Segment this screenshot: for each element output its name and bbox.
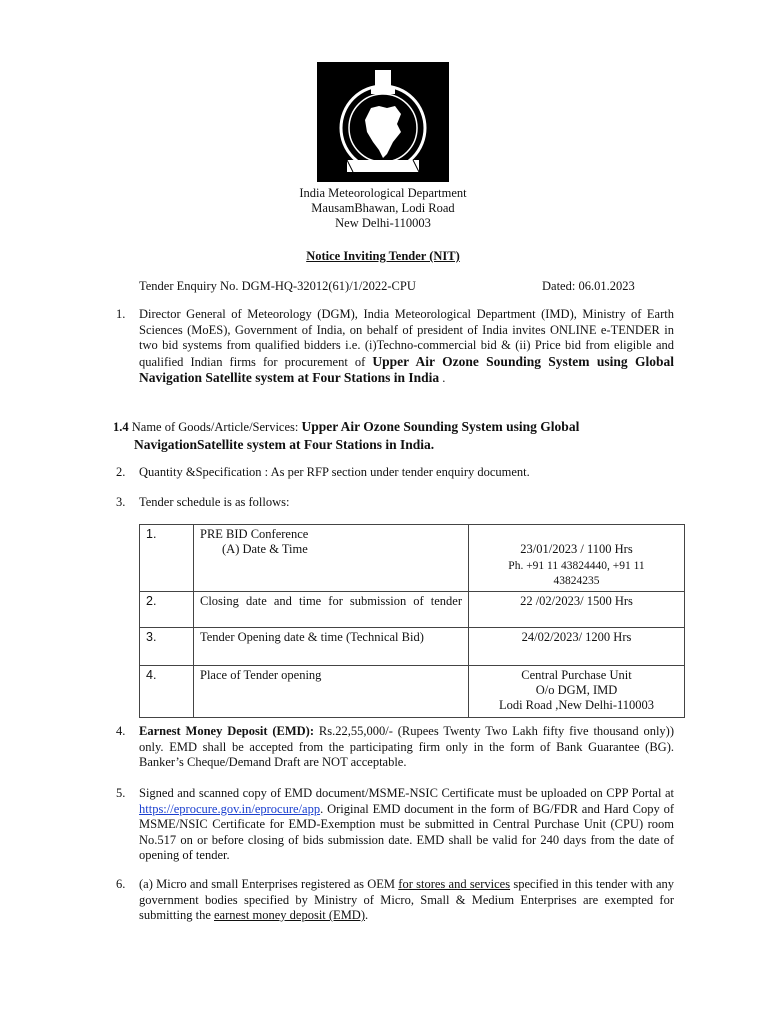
table-cell-value: 23/01/2023 / 1100 Hrs Ph. +91 11 43824440, +91 11 43824235 — [469, 525, 685, 592]
tender-enquiry-number: Tender Enquiry No. DGM-HQ-32012(61)/1/2022-CPU — [139, 279, 416, 293]
table-row — [140, 666, 685, 718]
page-title: Notice Inviting Tender (NIT) — [306, 249, 460, 263]
table-row — [140, 592, 685, 628]
item-1-text: Director General of Meteorology (DGM), India Meteorological Department (IMD), Ministry of Earth Sciences (MoES), Government of India, on behalf of president of India invites ONLINE e-TENDER in two bid systems from qualified bidders i.e. (i)Techno-commercial bid & (ii) Price bid from eligible and qualified Indian firms for procurement of Upper Air Ozone Sounding System using Global Navigation Satellite system at Four Stations in India . — [139, 307, 674, 385]
table-cell-label: Closing date and time for submission of tender — [194, 592, 469, 628]
imd-logo — [317, 62, 449, 182]
address-line-2: New Delhi-110003 — [335, 216, 431, 230]
imd-emblem-icon — [317, 62, 449, 182]
table-cell-no: 3. — [140, 628, 194, 666]
table-cell-label: Place of Tender opening — [194, 666, 469, 718]
tender-date: Dated: 06.01.2023 — [542, 279, 635, 293]
item-2-text: Quantity &Specification : As per RFP section under tender enquiry document. — [139, 465, 530, 479]
table-cell-value: 22 /02/2023/ 1500 Hrs — [469, 592, 685, 628]
emd-heading: Earnest Money Deposit (EMD): — [139, 724, 315, 738]
item-1-4: 1.4 Name of Goods/Article/Services: Upper Air Ozone Sounding System using Global NavigationSatellite system at Four Stations in India. — [113, 419, 580, 452]
table-cell-no: 2. — [140, 592, 194, 628]
item-number: 6. — [116, 877, 126, 891]
table-cell-no: 1. — [140, 525, 194, 592]
table-cell-label: Tender Opening date & time (Technical Bid) — [194, 628, 469, 666]
item-3-text: Tender schedule is as follows: — [139, 495, 290, 509]
item-number: 2. — [116, 465, 126, 479]
org-name: India Meteorological Department — [299, 186, 467, 200]
item-number: 3. — [116, 495, 126, 509]
table-cell-value: 24/02/2023/ 1200 Hrs — [469, 628, 685, 666]
item-5-text: Signed and scanned copy of EMD document/MSME-NSIC Certificate must be uploaded on CPP Portal at https://eprocure.gov.in/eprocure/app. Original EMD document in the form of BG/FDR and Hard Copy of MSME/NSIC Certificate for EMD-Exemption must be submitted in Central Purchase Unit (CPU) room No.517 on or before closing of bids submission date. EMD shall be valid for 240 days from the date of opening of tender. — [139, 786, 674, 862]
item-number: 4. — [116, 724, 126, 738]
item-number: 5. — [116, 786, 126, 800]
table-row — [140, 525, 685, 592]
table-row — [140, 628, 685, 666]
table-cell-no: 4. — [140, 666, 194, 718]
item-6-text: (a) Micro and small Enterprises registered as OEM for stores and services specified in this tender with any government bodies specified by Ministry of Micro, Small & Medium Enterprises are exempted for submitting the earnest money deposit (EMD). — [139, 877, 675, 922]
cpp-portal-link[interactable]: https://eprocure.gov.in/eprocure/app — [139, 801, 321, 816]
table-cell-value: Central Purchase Unit O/o DGM, IMD Lodi Road ,New Delhi-110003 — [469, 666, 685, 718]
item-4-text: Earnest Money Deposit (EMD): Rs.22,55,000/- (Rupees Twenty Two Lakh fifty five thousand only)) only. EMD shall be accepted from the participating firm only in the form of Bank Guarantee (BG). Banker’s Cheque/Demand Draft are NOT acceptable. — [139, 724, 675, 769]
table-cell-label: PRE BID Conference (A) Date & Time — [194, 525, 469, 592]
item-number: 1. — [116, 307, 126, 321]
tender-schedule-table — [139, 524, 685, 718]
address-line-1: MausamBhawan, Lodi Road — [311, 201, 455, 215]
item-1-bold: Upper Air Ozone Sounding System using Global Navigation Satellite system at Four Stations in India — [139, 353, 674, 385]
